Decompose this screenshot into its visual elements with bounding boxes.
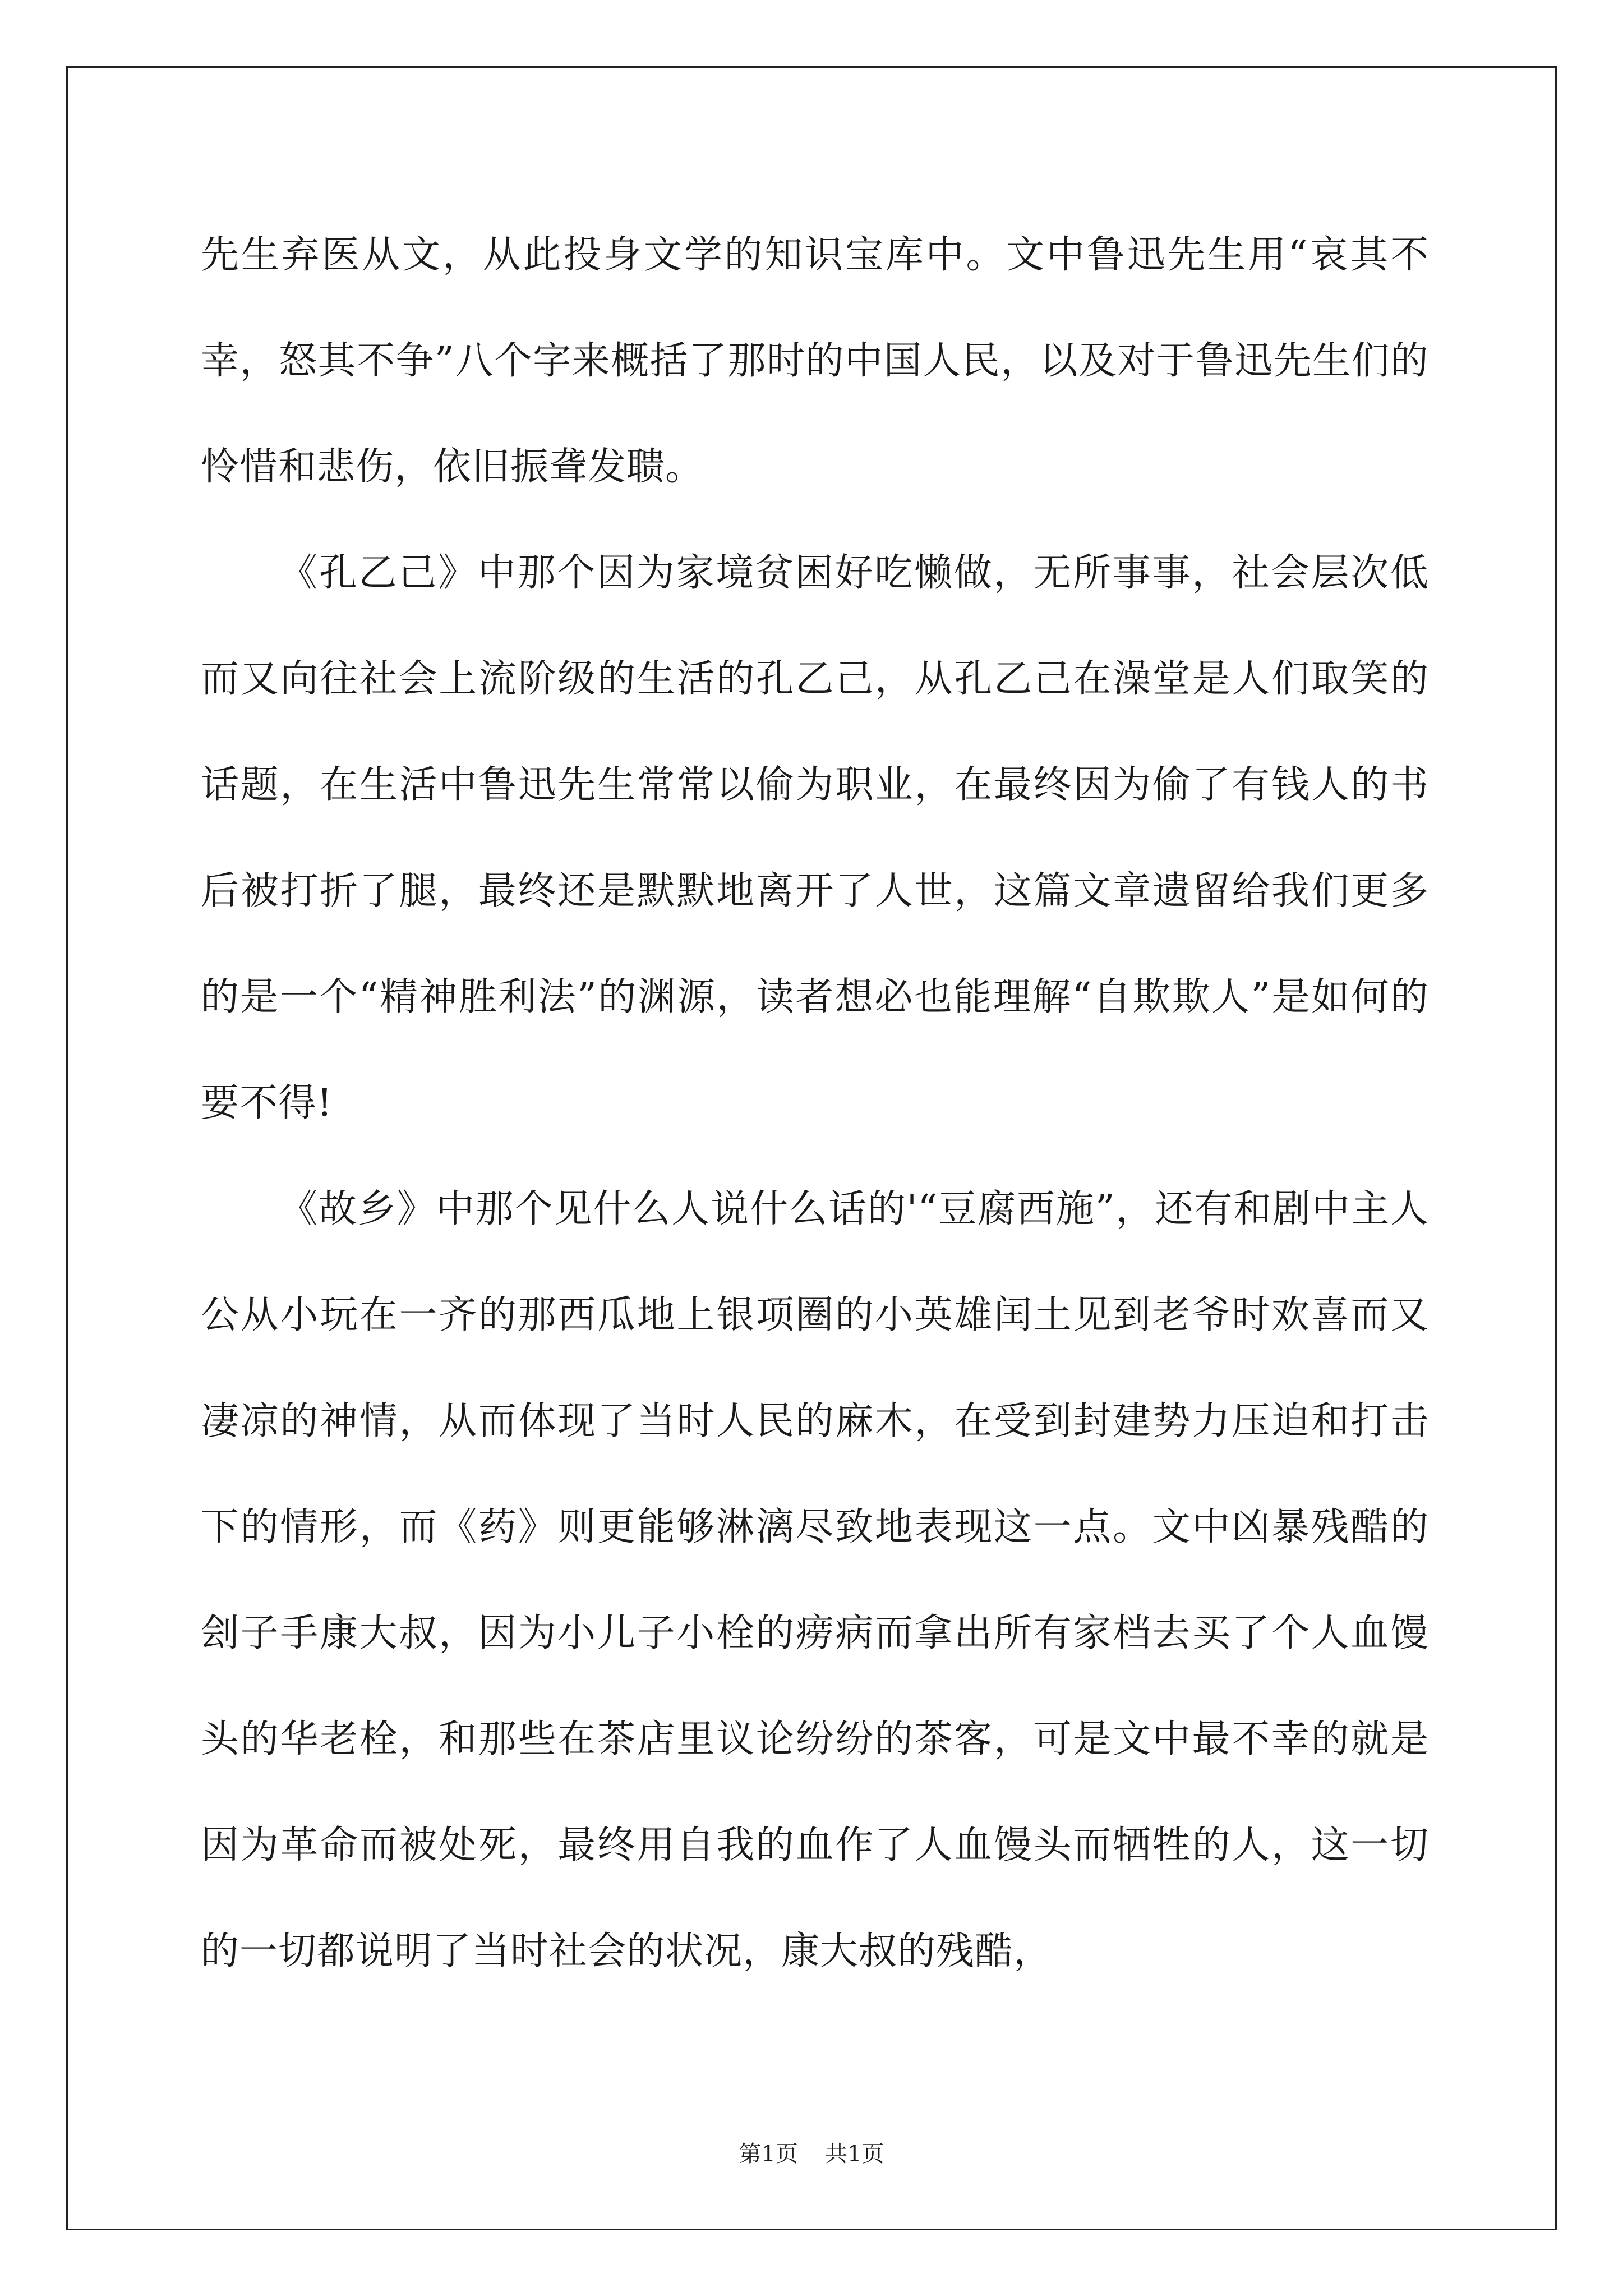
document-body [201,202,1429,2004]
page-total: 共1页 [825,2141,884,2167]
paragraph-1: 先生弃医从文，从此投身文学的知识宝库中。文中鲁迅先生用“哀其不幸，怒其不争”八个字来概括了那时的中国人民，以及对于鲁迅先生们的怜惜和悲伤，依旧振聋发聩。 [201,233,1429,489]
paragraph-2: 《孔乙己》中那个因为家境贫困好吃懒做，无所事事，社会层次低而又向往社会上流阶级的生活的孔乙己，从孔乙己在澡堂是人们取笑的话题，在生活中鲁迅先生常常以偷为职业，在最终因为偷了有钱人的书后被打折了腿，最终还是默默地离开了人世，这篇文章遗留给我们更多的是一个“精神胜利法”的渊源，读者想必也能理解“自欺欺人”是如何的要不得! [201,551,1429,1125]
page-number: 第1页 [739,2141,798,2167]
paragraph-3: 《故乡》中那个见什么人说什么话的'“豆腐西施”，还有和剧中主人公从小玩在一齐的那西瓜地上银项圈的小英雄闰土见到老爷时欢喜而又凄凉的神情，从而体现了当时人民的麻木，在受到封建势力压迫和打击下的情形，而《药》则更能够淋漓尽致地表现这一点。文中凶暴残酷的刽子手康大叔，因为小儿子小栓的痨病而拿出所有家档去买了个人血馒头的华老栓，和那些在茶店里议论纷纷的茶客，可是文中最不幸的就是因为革命而被处死，最终用自我的血作了人血馒头而牺牲的人，这一切的一切都说明了当时社会的状况，康大叔的残酷， [201,1187,1429,1973]
page-footer [0,2140,1623,2168]
